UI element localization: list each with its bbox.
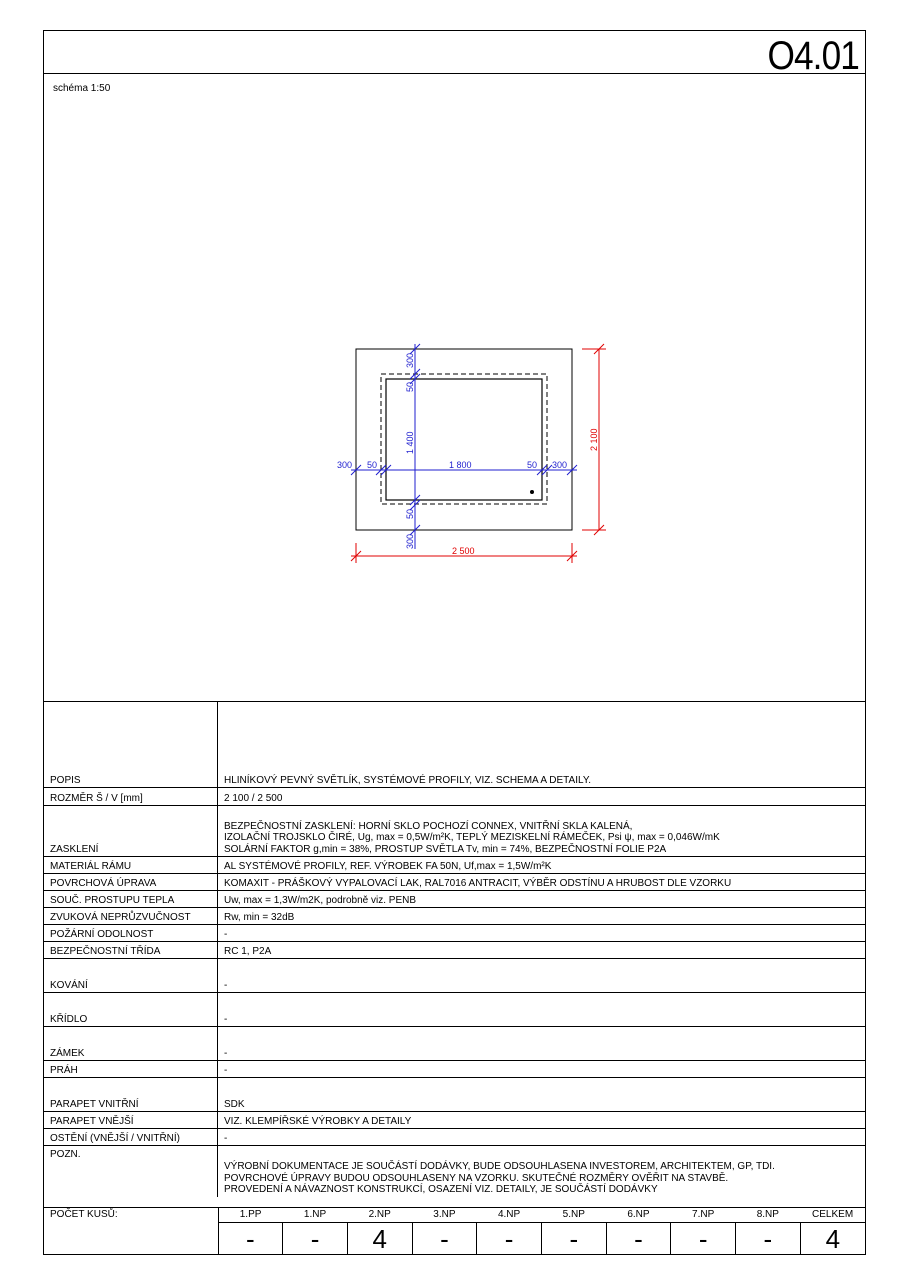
zaskleni-line-1: BEZPEČNOSTNÍ ZASKLENÍ: HORNÍ SKLO POCHOZÍ CONNEX, VNITŘNÍ SKLA KALENÁ, — [224, 820, 633, 832]
value-popis: HLINÍKOVÝ PEVNÝ SVĚTLÍK, SYSTÉMOVÉ PROFILY, VIZ. SCHEMA A DETAILY. — [218, 702, 866, 788]
element-code: O4.01 — [767, 34, 859, 78]
value-zaskleni — [218, 806, 866, 857]
count-value: - — [606, 1223, 671, 1256]
count-value: - — [412, 1223, 477, 1256]
value-zamek: - — [218, 1027, 866, 1061]
spec-row-rozmer — [44, 788, 865, 806]
spec-row-zaskleni — [44, 806, 865, 857]
value-rozmer: 2 100 / 2 500 — [218, 788, 866, 806]
pozn-line-1: VÝROBNÍ DOKUMENTACE JE SOUČÁSTÍ DODÁVKY, BUDE ODSOUHLASENA INVESTOREM, ARCHITEKTEM, GP, TDI. — [224, 1161, 775, 1172]
count-value: - — [477, 1223, 542, 1256]
spec-row-osteni — [44, 1129, 865, 1146]
scale-label: schéma 1:50 — [53, 83, 111, 94]
value-material: AL SYSTÉMOVÉ PROFILY, REF. VÝROBEK FA 50N, Uf,max = 1,5W/m²K — [218, 857, 866, 874]
value-povrch: KOMAXIT - PRÁŠKOVÝ VYPALOVACÍ LAK, RAL7016 ANTRACIT, VÝBĚR ODSTÍNU A HRUBOST DLE VZORKU — [218, 874, 866, 891]
count-value: - — [671, 1223, 736, 1256]
value-parapet-vnitrni: SDK — [218, 1078, 866, 1112]
label-popis: POPIS — [44, 702, 218, 788]
value-kovani: - — [218, 959, 866, 993]
spec-row-povrch — [44, 874, 865, 891]
spec-row-parapet-vnitrni — [44, 1078, 865, 1112]
total-value: 4 — [800, 1223, 865, 1256]
dim-top-300: 300 — [405, 352, 415, 368]
spec-row-souc — [44, 891, 865, 908]
label-kovani: KOVÁNÍ — [44, 959, 218, 993]
count-value: 4 — [347, 1223, 412, 1256]
value-pozn — [218, 1146, 866, 1197]
floor-header: 5.NP — [541, 1208, 606, 1223]
count-table — [44, 1207, 865, 1255]
dim-right-300: 300 — [552, 460, 568, 470]
dim-bottom-300: 300 — [405, 533, 415, 549]
label-osteni: OSTĚNÍ (VNĚJŠÍ / VNITŘNÍ) — [44, 1129, 218, 1146]
spec-row-bezp — [44, 942, 865, 959]
spec-row-prah — [44, 1061, 865, 1078]
dim-width-1800: 1 800 — [449, 460, 472, 470]
dim-bottom-50: 50 — [405, 508, 415, 519]
value-souc: Uw, max = 1,3W/m2K, podrobně viz. PENB — [218, 891, 866, 908]
drawing-sheet — [43, 30, 866, 1255]
spec-row-parapet-vnejsi — [44, 1112, 865, 1129]
label-rozmer: ROZMĚR Š / V [mm] — [44, 788, 218, 806]
label-kridlo: KŘÍDLO — [44, 993, 218, 1027]
label-povrch: POVRCHOVÁ ÚPRAVA — [44, 874, 218, 891]
count-header-row — [44, 1208, 865, 1223]
count-label: POČET KUSŮ: — [44, 1208, 218, 1256]
label-souc: SOUČ. PROSTUPU TEPLA — [44, 891, 218, 908]
value-zvuk: Rw, min = 32dB — [218, 908, 866, 925]
dim-overall-height: 2 100 — [589, 428, 599, 451]
label-parapet-vnejsi: PARAPET VNĚJŠÍ — [44, 1112, 218, 1129]
floor-header: 1.PP — [218, 1208, 283, 1223]
value-bezp: RC 1, P2A — [218, 942, 866, 959]
value-prah: - — [218, 1061, 866, 1078]
label-parapet-vnitrni: PARAPET VNITŘNÍ — [44, 1078, 218, 1112]
spec-row-zvuk — [44, 908, 865, 925]
value-kridlo: - — [218, 993, 866, 1027]
label-pozar: POŽÁRNÍ ODOLNOST — [44, 925, 218, 942]
spec-row-popis — [44, 702, 865, 788]
spec-row-kridlo — [44, 993, 865, 1027]
floor-header: 6.NP — [606, 1208, 671, 1223]
spec-row-zamek — [44, 1027, 865, 1061]
dim-left-50: 50 — [367, 460, 378, 470]
value-pozar: - — [218, 925, 866, 942]
pozn-line-3: PROVEDENÍ A NÁVAZNOST KONSTRUKCÍ, OSAZENÍ VIZ. DETAILY, JE SOUČÁSTÍ DODÁVKY — [224, 1184, 658, 1195]
dim-top-50: 50 — [405, 381, 415, 392]
spec-table — [44, 701, 865, 1197]
pozn-line-2: POVRCHOVÉ ÚPRAVY BUDOU ODSOUHLASENY NA VZORKU. SKUTEČNÉ ROZMĚRY OVĚŘIT NA STAVBĚ. — [224, 1172, 729, 1184]
zaskleni-line-3: SOLÁRNÍ FAKTOR g,min = 38%, PROSTUP SVĚTLA Tv, min = 74%, BEZPEČNOSTNÍ FOLIE P2A — [224, 843, 667, 855]
count-value: - — [541, 1223, 606, 1256]
count-value: - — [736, 1223, 801, 1256]
dim-right-50: 50 — [527, 460, 538, 470]
value-osteni: - — [218, 1129, 866, 1146]
floor-header: 8.NP — [736, 1208, 801, 1223]
count-value: - — [218, 1223, 283, 1256]
total-header: CELKEM — [800, 1208, 865, 1223]
label-bezp: BEZPEČNOSTNÍ TŘÍDA — [44, 942, 218, 959]
value-parapet-vnejsi: VIZ. KLEMPÍŘSKÉ VÝROBKY A DETAILY — [218, 1112, 866, 1129]
label-prah: PRÁH — [44, 1061, 218, 1078]
dim-left-300: 300 — [337, 460, 353, 470]
label-zamek: ZÁMEK — [44, 1027, 218, 1061]
label-zvuk: ZVUKOVÁ NEPRŮZVUČNOST — [44, 908, 218, 925]
label-zaskleni: ZASKLENÍ — [44, 806, 218, 857]
label-material: MATERIÁL RÁMU — [44, 857, 218, 874]
floor-header: 7.NP — [671, 1208, 736, 1223]
dim-overall-width: 2 500 — [452, 546, 475, 556]
spec-row-pozn — [44, 1146, 865, 1197]
dim-height-1400: 1 400 — [405, 431, 415, 454]
spec-row-kovani — [44, 959, 865, 993]
spec-row-material — [44, 857, 865, 874]
floor-header: 3.NP — [412, 1208, 477, 1223]
spec-row-pozar — [44, 925, 865, 942]
marker-dot — [530, 490, 534, 494]
skylight-schema — [44, 31, 865, 699]
outer-opening — [356, 349, 572, 530]
count-value: - — [283, 1223, 348, 1256]
label-pozn: POZN. — [44, 1146, 218, 1197]
zaskleni-line-2: IZOLAČNÍ TROJSKLO ČIRÉ, Ug, max = 0,5W/m²K, TEPLÝ MEZISKELNÍ RÁMEČEK, Psi ψ, max = 0,046W/mK — [224, 832, 720, 843]
floor-header: 4.NP — [477, 1208, 542, 1223]
floor-header: 1.NP — [283, 1208, 348, 1223]
floor-header: 2.NP — [347, 1208, 412, 1223]
